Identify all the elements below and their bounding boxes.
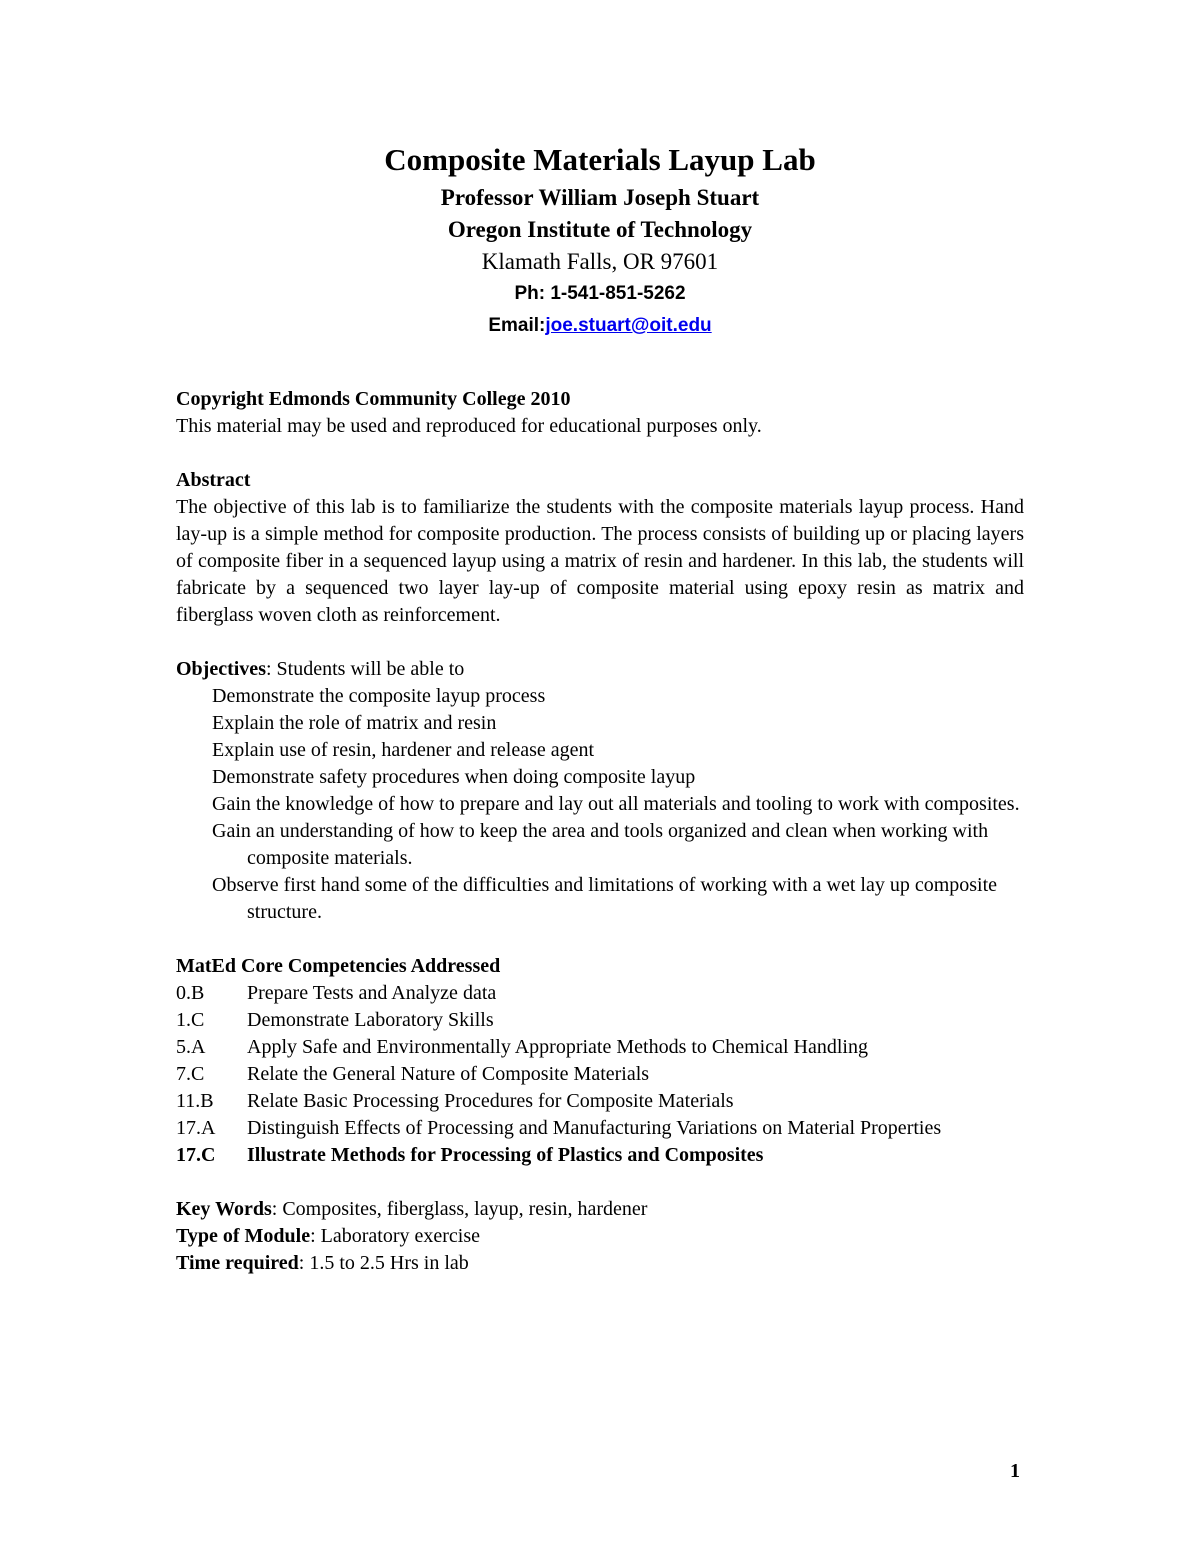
objective-item: Explain the role of matrix and resin (212, 712, 497, 734)
module-type-value: : Laboratory exercise (310, 1225, 480, 1247)
copyright-text: This material may be used and reproduced for educational purposes only. (176, 415, 762, 437)
competency-code: 1.C (176, 1009, 205, 1031)
page-number: 1 (1010, 1460, 1020, 1482)
objective-item: Gain the knowledge of how to prepare and lay out all materials and tooling to work with composites. (212, 793, 1020, 815)
competency-code: 5.A (176, 1036, 206, 1058)
document-body (176, 386, 1024, 1277)
objective-item: Gain an understanding of how to keep the area and tools organized and clean when working with composite materials. (212, 820, 989, 869)
competency-code: 17.C (176, 1144, 216, 1166)
competency-row-highlighted (176, 1142, 1024, 1169)
competency-code: 7.C (176, 1063, 205, 1085)
phone-number: Ph: 1-541-851-5262 (514, 283, 686, 304)
competency-text: Relate the General Nature of Composite Materials (247, 1063, 650, 1085)
email-link[interactable]: joe.stuart@oit.edu (545, 315, 712, 336)
competency-text: Apply Safe and Environmentally Appropriate Methods to Chemical Handling (247, 1036, 868, 1058)
competency-text: Distinguish Effects of Processing and Manufacturing Variations on Material Properties (247, 1117, 942, 1139)
competency-text: Prepare Tests and Analyze data (247, 982, 497, 1004)
module-type-line (176, 1223, 1024, 1250)
title-block (0, 138, 1200, 342)
document-title: Composite Materials Layup Lab (384, 142, 816, 177)
competency-row (176, 1088, 1024, 1115)
competency-row (176, 1034, 1024, 1061)
keywords-value: : Composites, fiberglass, layup, resin, hardener (271, 1198, 648, 1220)
time-required-line (176, 1250, 1024, 1277)
abstract-heading: Abstract (176, 469, 251, 491)
objective-item: Observe first hand some of the difficulties and limitations of working with a wet lay up composite structure. (212, 874, 998, 923)
author-name: Professor William Joseph Stuart (440, 185, 760, 210)
keywords-label: Key Words (176, 1198, 272, 1220)
institution-location: Klamath Falls, OR 97601 (481, 249, 719, 274)
time-required-label: Time required (176, 1252, 299, 1274)
objective-item: Explain use of resin, hardener and release agent (212, 739, 595, 761)
institution-name: Oregon Institute of Technology (447, 217, 753, 242)
email-label: Email: (488, 315, 546, 336)
competency-row (176, 1061, 1024, 1088)
competency-row (176, 980, 1024, 1007)
competency-code: 17.A (176, 1117, 216, 1139)
email-line (0, 310, 1200, 342)
objectives-intro: : Students will be able to (265, 658, 465, 680)
keywords-line (176, 1196, 1024, 1223)
module-type-label: Type of Module (176, 1225, 311, 1247)
objective-item: Demonstrate safety procedures when doing composite layup (212, 766, 696, 788)
competency-code: 0.B (176, 982, 205, 1004)
competency-text: Demonstrate Laboratory Skills (247, 1009, 494, 1031)
objective-item: Demonstrate the composite layup process (212, 685, 546, 707)
competency-row (176, 1115, 1024, 1142)
objectives-heading: Objectives (176, 658, 266, 680)
time-required-value: : 1.5 to 2.5 Hrs in lab (298, 1252, 469, 1274)
competency-text: Relate Basic Processing Procedures for Composite Materials (247, 1090, 734, 1112)
competency-code: 11.B (176, 1090, 214, 1112)
objectives-intro-line (176, 656, 1024, 683)
competency-row (176, 1007, 1024, 1034)
copyright-heading: Copyright Edmonds Community College 2010 (176, 388, 571, 410)
abstract-text: The objective of this lab is to familiarize the students with the composite materials layup process. Hand lay-up is a simple method for composite production. The process consists of building up or placing layers of composite fiber in a sequenced layup using a matrix of resin and hardener. In this lab, the students will fabricate by a sequenced two layer lay-up of composite material using epoxy resin as matrix and fiberglass woven cloth as reinforcement. (176, 496, 1024, 626)
competency-text: Illustrate Methods for Processing of Plastics and Composites (247, 1144, 764, 1166)
competencies-heading: MatEd Core Competencies Addressed (176, 955, 501, 977)
